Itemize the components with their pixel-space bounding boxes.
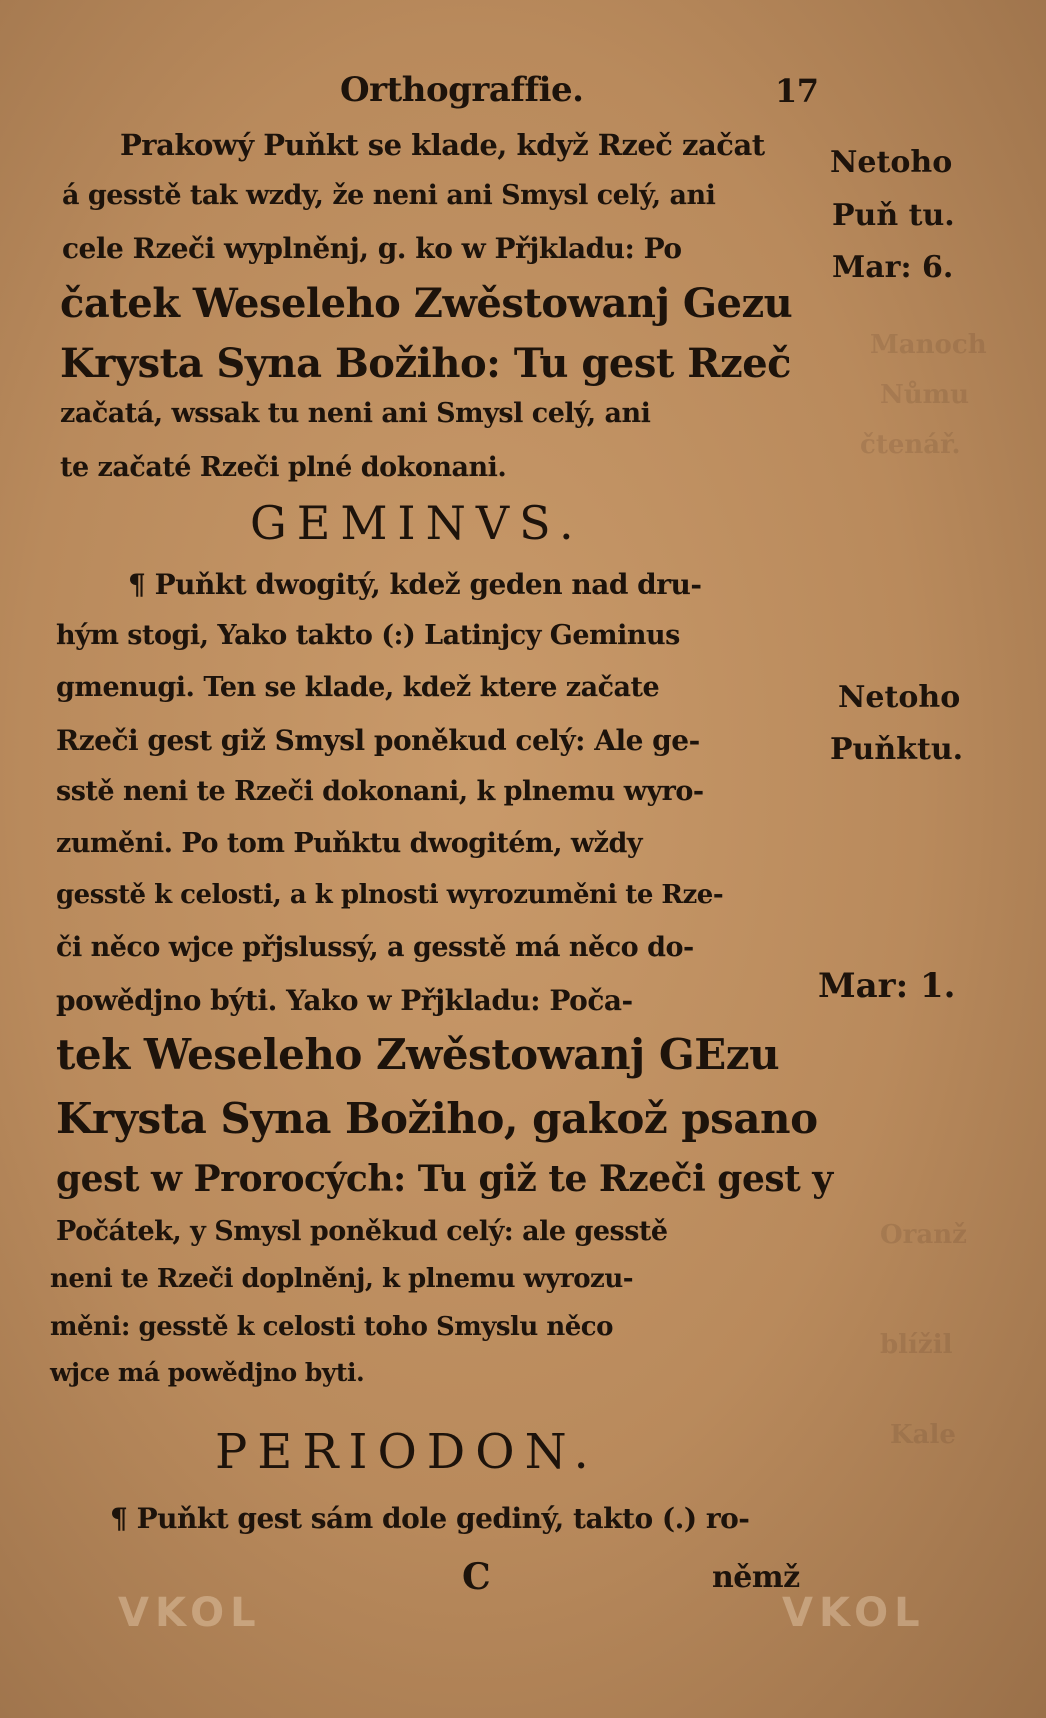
periodon-line: ¶ Puňkt gest sám dole gediný, takto (.) ro-	[110, 1502, 750, 1535]
geminus-line: zuměni. Po tom Puňktu dwogitém, wždy	[56, 828, 643, 859]
running-title: Orthograffie.	[340, 70, 584, 110]
margin-note: Mar: 6.	[832, 250, 954, 285]
geminus-line: tek Weseleho Zwěstowanj GEzu	[56, 1030, 780, 1079]
geminus-line: Rzeči gest giž Smysl poněkud celý: Ale ge-	[56, 724, 700, 757]
margin-note: Puňktu.	[830, 732, 964, 767]
geminus-line: wjce má powědjno byti.	[50, 1358, 365, 1387]
body-line: čatek Weseleho Zwěstowanj Gezu	[60, 280, 793, 327]
margin-note: Mar: 1.	[818, 966, 956, 1006]
geminus-line: gesstě k celosti, a k plnosti wyrozuměni te Rze-	[56, 880, 724, 910]
geminus-line: powědjno býti. Yako w Přjkladu: Poča-	[56, 984, 633, 1017]
margin-note: Puň tu.	[832, 198, 955, 233]
body-line: Krysta Syna Božiho: Tu gest Rzeč	[60, 340, 792, 387]
geminus-line: Počátek, y Smysl poněkud celý: ale gesstě	[56, 1216, 668, 1247]
signature-mark: C	[462, 1556, 491, 1598]
geminus-line: hým stogi, Yako takto (:) Latinjcy Geminus	[56, 620, 680, 651]
geminus-line: ¶ Puňkt dwogitý, kdež geden nad dru-	[128, 568, 702, 601]
geminus-line: neni te Rzeči doplněnj, k plnemu wyrozu-	[50, 1264, 634, 1294]
page-number: 17	[775, 72, 819, 110]
catchword: němž	[712, 1560, 800, 1595]
geminus-line: či něco wjce přjslussý, a gesstě má něco do-	[56, 932, 694, 963]
body-line: Prakowý Puňkt se klade, když Rzeč začat	[120, 128, 765, 162]
geminus-line: měni: gesstě k celosti toho Smyslu něco	[50, 1312, 613, 1342]
geminus-line: sstě neni te Rzeči dokonani, k plnemu wyro-	[56, 776, 704, 807]
book-page: Manoch Nůmu čtenář. Oranž blížil Kale Orthograffie. 17 Prakowý Puňkt se klade, když Rzeč začat á gesstě tak wzdy, že neni ani Smysl celý, ani cele Rzeči wyplněnj, g. ko w Přjkladu: Po čatek Weseleho Zwěstowanj Gezu Krysta Syna Božiho: Tu gest Rzeč začatá, wssak tu neni ani Smysl celý, ani te začaté Rzeči plné dokonani. GEMINVS. ¶ Puňkt dwogitý, kdež geden nad dru- hým stogi, Yako takto (:) Latinjcy Geminus gmenugi. Ten se klade, kdež ktere začate Rzeči gest giž Smysl poněkud celý: Ale ge- sstě neni te Rzeči dokonani, k plnemu wyro- zuměni. Po tom Puňktu dwogitém, wždy gesstě k celosti, a k plnosti wyrozuměni te Rze- či něco wjce přjslussý, a gesstě má něco do- powědjno býti. Yako w Přjkladu: Poča- tek Weseleho Zwěstowanj GEzu Krysta Syna Božiho, gakož psano gest w Prorocých: Tu giž te Rzeči gest y Počátek, y Smysl poněkud celý: ale gesstě neni te Rzeči doplněnj, k plnemu wyrozu- měni: gesstě k celosti toho Smyslu něco wjce má powědjno byti. PERIODON. ¶ Puňkt gest sám dole gediný, takto (.) ro- C němž Netoho Puň tu. Mar: 6. Netoho Puňktu. Mar: 1. VKOL VKOL	[0, 0, 1046, 1718]
watermark-right: VKOL	[782, 1590, 926, 1636]
body-line: začatá, wssak tu neni ani Smysl celý, ani	[60, 398, 651, 429]
margin-note: Netoho	[830, 145, 953, 180]
geminus-line: gmenugi. Ten se klade, kdež ktere začate	[56, 672, 660, 703]
margin-note: Netoho	[838, 680, 961, 715]
section-heading-periodon: PERIODON.	[215, 1424, 599, 1480]
geminus-line: Krysta Syna Božiho, gakož psano	[56, 1094, 818, 1143]
body-line: á gesstě tak wzdy, že neni ani Smysl celý, ani	[62, 180, 716, 211]
watermark-left: VKOL	[118, 1590, 262, 1636]
geminus-line: gest w Prorocých: Tu giž te Rzeči gest y	[56, 1158, 833, 1200]
section-heading-geminus: GEMINVS.	[250, 496, 584, 550]
body-line: cele Rzeči wyplněnj, g. ko w Přjkladu: Po	[62, 232, 682, 265]
body-line: te začaté Rzeči plné dokonani.	[60, 452, 507, 483]
